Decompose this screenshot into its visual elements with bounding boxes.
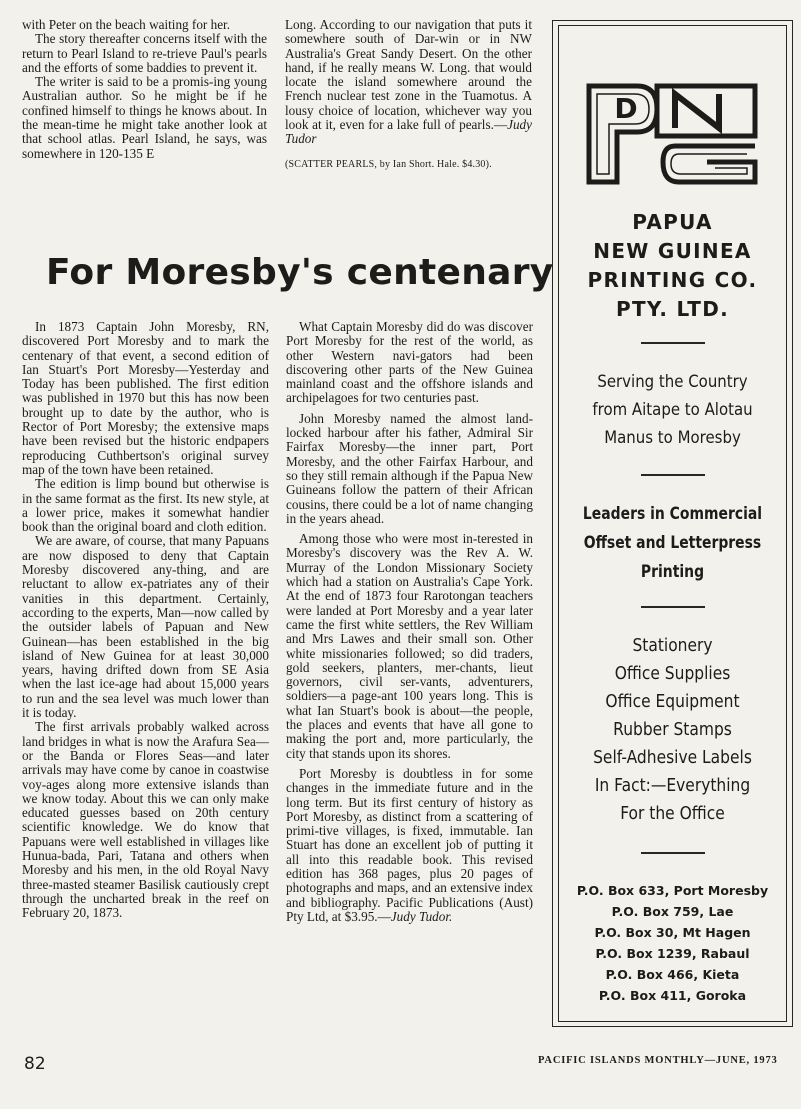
- po-box-item: P.O. Box 411, Goroka: [598, 988, 747, 1003]
- product-item: Rubber Stamps: [613, 719, 732, 740]
- png-logo: [579, 76, 779, 196]
- review-paragraph: The story thereafter concerns itself with the return to Pearl Island to re-trieve Paul's pearls and the efforts of some baddies to prevent it.: [22, 31, 267, 75]
- article-column-left: [22, 320, 269, 920]
- service-area-line: from Aitape to Alotau: [592, 400, 753, 420]
- magazine-footer: PACIFIC ISLANDS MONTHLY—JUNE, 1973: [538, 1055, 778, 1066]
- po-box-item: P.O. Box 30, Mt Hagen: [594, 925, 751, 940]
- review-column-top-mid: [285, 18, 532, 171]
- article-paragraph: John Moresby named the almost land-locked harbour after his father, Admiral Sir Fairfax Moresby—the inner part, Port Moresby, and the other Fairfax Harbour, and so they still remain although if the Papua New Guineans follow the pattern of their African cousins, there could be a lot of name changing in the years ahead.: [286, 410, 533, 526]
- po-box-item: P.O. Box 759, Lae: [611, 904, 734, 919]
- article-paragraph: The edition is limp bound but otherwise is in the same format as the first. Its new style, at a lower price, makes it somewhat handier book than the original board and cloth edition.: [22, 476, 269, 535]
- product-item: In Fact:—Everything: [594, 775, 751, 796]
- book-credit: (SCATTER PEARLS, by Ian Short. Hale. $4.30).: [285, 158, 492, 170]
- po-box-list: [559, 880, 786, 1006]
- company-name-line: NEW GUINEA: [593, 239, 752, 263]
- review-paragraph: with Peter on the beach waiting for her.: [22, 17, 231, 32]
- article-text: Port Moresby is doubtless in for some changes in the immediate future and in the long term. But its first century of history as Port Moresby, as distinct from a scattering of primi-tive villages, is fixed, immutable. Ian Stuart has done an excellent job of putting it all into this readable book. This revised edition has 368 pages, plus 20 pages of photographs and maps, and an extensive index and bibliography. Pacific Publications (Aust) Pty Ltd, at $3.95.—: [286, 765, 533, 924]
- advertisement-inner-border: [558, 25, 787, 1022]
- review-text: Long. According to our navigation that puts it somewhere south of Dar-win or in NW Australia's Great Sandy Desert. On the other hand, if he really means W. Long. that would locate the island somewhere around the French nuclear test zone in the Tuamotus. A lousy choice of location, whichever way you look at it, even for a lake full of pearls.—: [285, 17, 532, 133]
- article-headline: For Moresby's centenary: [46, 252, 554, 293]
- advertisement: [552, 20, 793, 1027]
- divider: [641, 342, 705, 344]
- product-item: Office Supplies: [614, 663, 731, 684]
- product-item: Self-Adhesive Labels: [593, 747, 752, 768]
- service-area-line: Manus to Moresby: [604, 428, 741, 448]
- divider: [641, 852, 705, 854]
- company-name-line: PTY. LTD.: [615, 297, 729, 321]
- article-column-right: [286, 320, 533, 924]
- page-number: 82: [24, 1054, 46, 1074]
- tagline-line: Leaders in Commercial: [582, 504, 763, 524]
- article-paragraph: Among those who were most in-terested in Moresby's discovery was the Rev A. W. Murray of the London Missionary Society which had a station on Australia's Cape York. At the end of 1873 four Rarotongan teachers were landed at Port Moresby and a year later came the first white settlers, the Rev William and Mrs Lawes and their small son. Other white missionaries followed; so did traders, gold seekers, planters, mer-chants, lieut governors, civil ser-vants, adventurers, soldiers—a page-ant 100 years long. This is what Ian Stuart's book is about—the people, the places and events that have all gone to making the port and, more particularly, the city that stands upon its shores.: [286, 531, 533, 761]
- review-byline: Judy Tudor: [285, 117, 532, 147]
- tagline: [579, 500, 765, 587]
- tagline-line: Offset and Letterpress: [583, 533, 762, 553]
- product-item: Office Equipment: [605, 691, 740, 712]
- company-name: [559, 208, 786, 324]
- company-name-line: PAPUA: [632, 210, 713, 234]
- review-column-top-left: [22, 18, 267, 161]
- svg-text:D: D: [614, 92, 638, 125]
- divider: [641, 606, 705, 608]
- po-box-item: P.O. Box 466, Kieta: [605, 967, 740, 982]
- service-area-line: Serving the Country: [597, 372, 748, 392]
- article-paragraph: We are aware, of course, that many Papuans are now disposed to deny that Captain Moresby discovered any-thing, and are reluctant to allow ex-patriates any of their vanities in this department. Certainly, according to the experts, Man—now called by the outsider labels of Papuan and New Guinean—has been established in the big island of New Guinea for at least 30,000 years, having drifted down from SE Asia when the last ice-age had about 15,000 years to run and the sea level was much lower than it is today.: [22, 533, 269, 721]
- service-area-text: [573, 368, 773, 452]
- article-byline: Judy Tudor.: [390, 908, 453, 924]
- po-box-item: P.O. Box 1239, Rabaul: [595, 946, 750, 961]
- article-paragraph: [286, 767, 533, 924]
- article-paragraph: In 1873 Captain John Moresby, RN, discovered Port Moresby and to mark the centenary of that event, a second edition of Ian Stuart's Port Moresby—Yesterday and Today has been published. The first edition was published in 1970 but this has now been brought up to date by the author, who is Rector of Port Moresby; the extensive maps have been revised but the historic endpapers reproducing Cuthbertson's original survey map of the town have been retained.: [22, 319, 269, 477]
- product-item: For the Office: [620, 803, 725, 824]
- review-paragraph: The writer is said to be a promis-ing young Australian author. So he might be if he confined himself to things he knows about. In the mean-time he might take another look at that school atlas. Pearl Island, he says, was somewhere in 120-135 E: [22, 74, 267, 161]
- article-paragraph: What Captain Moresby did do was discover Port Moresby for the rest of the world, as other Western navi-gators had been discovering other parts of the New Guinea mainland coast and the offshore islands and archipelagoes for two centuries past.: [286, 319, 533, 406]
- article-paragraph: The first arrivals probably walked across land bridges in what is now the Arafura Sea—or the Banda or Flores Seas—and later arrivals may have come by canoe in coastwise voy-ages along more extensive islands than we know today. About this we can only make educated guesses based on 20th century scientific knowledge. We do know that Papuans were well established in villages like Hunua-bada, Pari, Tatana and others when Moresby and his men, in the old Royal Navy three-masted steamer Basilisk cautiously crept through the uncharted break in the reef on February 20, 1873.: [22, 719, 269, 921]
- product-item: Stationery: [632, 635, 713, 656]
- tagline-line: Printing: [640, 562, 705, 582]
- review-paragraph: [285, 18, 532, 147]
- po-box-item: P.O. Box 633, Port Moresby: [576, 883, 769, 898]
- product-list: [575, 632, 770, 828]
- divider: [641, 474, 705, 476]
- company-name-line: PRINTING CO.: [587, 268, 758, 292]
